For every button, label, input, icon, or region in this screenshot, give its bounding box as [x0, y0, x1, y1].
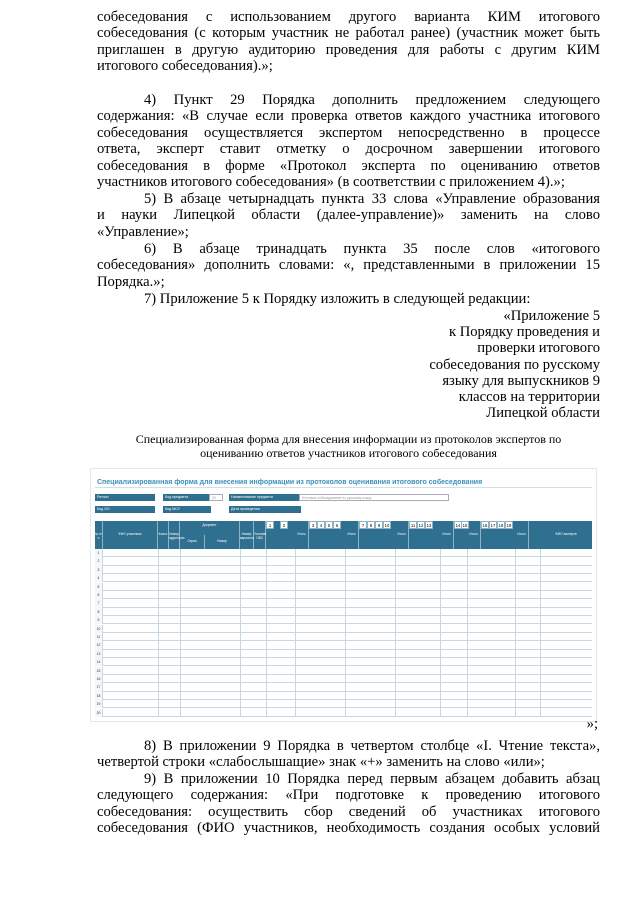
text-line: 5) В абзаце четырнадцать пункта 33 слова «Управление образования — [144, 191, 600, 207]
row-number: 10 — [95, 625, 103, 633]
paragraph-item-5 — [97, 191, 600, 240]
text-line: 4) Пункт 29 Порядка дополнить предложением следующего — [144, 92, 600, 108]
text-line: участников итогового собеседования» (в соответствии с приложением 4).»; — [97, 174, 565, 191]
row-number: 6 — [95, 591, 103, 599]
caption-line: оцениванию ответов участников итогового собеседования — [200, 446, 497, 460]
text-line: 8) В приложении 9 Порядка в четвертом столбце «I. Чтение текста», — [144, 738, 600, 754]
col-total-5: Итого — [467, 521, 481, 549]
grid-line — [240, 549, 241, 717]
grid-line — [515, 549, 516, 717]
subject-code-field — [163, 494, 211, 501]
mso-code-field: Код МСУ — [163, 506, 211, 513]
table-row[interactable] — [95, 566, 592, 574]
appendix-line: собеседования по русскому — [429, 356, 600, 373]
table-row[interactable] — [95, 625, 592, 633]
table-row[interactable] — [95, 599, 592, 607]
text-line: приглашен в другую аудиторию проведения для работы с другим КИМ — [97, 41, 600, 58]
criterion-number: 5 — [325, 521, 333, 529]
table-row[interactable] — [95, 667, 592, 675]
criterion-number: 13 — [426, 523, 432, 528]
oo-code-field: Код ОО — [95, 506, 155, 513]
text-line: собеседования» дополнить словами: «, представленными в приложении 15 — [97, 257, 600, 274]
table-row[interactable] — [95, 591, 592, 599]
criterion-number: 6 — [333, 521, 341, 529]
appendix-line: языку для выпускников 9 — [442, 372, 600, 389]
text-line: 7) Приложение 5 к Порядку изложить в следующей редакции: — [144, 291, 531, 307]
text-line: и науки Липецкой области (далее-управление)» заменить на слово — [97, 207, 600, 224]
text-line: 6) В абзаце тринадцать пункта 35 после слов «итогового — [144, 241, 600, 257]
row-number: 3 — [95, 566, 103, 574]
col-ovz: Условия ОВЗ — [254, 521, 266, 549]
appendix-line: проверки итогового — [477, 340, 600, 357]
paragraph-item-8 — [97, 738, 600, 771]
criterion-number: 14 — [455, 523, 461, 528]
row-number: 16 — [95, 675, 103, 683]
grid-line — [395, 549, 396, 717]
paragraph-item-4 — [97, 92, 600, 190]
table-row[interactable] — [95, 658, 592, 666]
row-number: 20 — [95, 709, 103, 717]
subject-name-value: Итоговое собеседование по русскому языку — [299, 494, 449, 501]
criterion-number: 2 — [280, 521, 288, 529]
text-line: «Управление»; — [97, 223, 189, 240]
appendix-line: к Порядку проведения и — [448, 324, 600, 341]
table-row[interactable] — [95, 557, 592, 565]
col-series: Серия — [180, 535, 205, 549]
col-class: Класс — [158, 521, 169, 549]
text-line: собеседования осуществляется экспертом непосредственно в процессе — [97, 124, 600, 141]
grid-line — [440, 549, 441, 717]
text-line: собеседования с использованием другого варианта КИМ итогового — [97, 9, 600, 25]
text-line: следующего содержания: «При подготовке к проведению итогового — [97, 787, 600, 804]
region-field: Регион — [95, 494, 155, 501]
grid-line — [467, 549, 468, 717]
text-line: четвертой строки «слабослышащие» знак «+» заменить на слово «или»; — [97, 754, 545, 771]
table-row[interactable] — [95, 616, 592, 624]
divider — [95, 487, 592, 488]
paragraph-item-9 — [97, 771, 600, 837]
row-number: 14 — [95, 658, 103, 666]
table-row[interactable] — [95, 683, 592, 691]
row-number: 18 — [95, 692, 103, 700]
col-doc-number: Номер — [205, 535, 240, 549]
row-number: 2 — [95, 557, 103, 565]
criterion-number: 12 — [418, 523, 424, 528]
col-total-3: Итого — [395, 521, 409, 549]
grid-line — [295, 549, 296, 717]
col-variant: Номер варианта — [240, 521, 254, 549]
paragraph-continuation — [97, 9, 600, 75]
specialized-form-image — [90, 468, 597, 722]
caption-line: Специализированная форма для внесения информации из протоколов экспертов по — [135, 432, 562, 446]
table-row[interactable] — [95, 583, 592, 591]
grid-line — [158, 549, 159, 717]
criterion-number: 9 — [375, 521, 383, 529]
row-number: 17 — [95, 683, 103, 691]
table-row[interactable] — [95, 574, 592, 582]
col-number: № п/п — [95, 521, 103, 549]
grid-line — [180, 549, 181, 717]
subject-name-field: Наименование предмета — [229, 494, 301, 501]
criterion-number: 8 — [367, 521, 375, 529]
text-line: собеседования в форме «Протокол эксперта по оцениванию ответов — [97, 157, 600, 174]
criterion-number: 18 — [498, 523, 504, 528]
row-number: 19 — [95, 700, 103, 708]
paragraph-item-6 — [97, 241, 600, 290]
grid-line — [345, 549, 346, 717]
table-row[interactable] — [95, 549, 592, 557]
criterion-number: 11 — [410, 523, 416, 528]
criterion-number: 3 — [309, 521, 317, 529]
table-row[interactable] — [95, 709, 592, 717]
table-row[interactable] — [95, 700, 592, 708]
criterion-number: 7 — [359, 521, 367, 529]
row-number: 5 — [95, 583, 103, 591]
text-line: содержания: «В случае если проверка ответов каждого участника итогового — [97, 108, 600, 125]
table-body — [95, 549, 592, 717]
table-row[interactable] — [95, 650, 592, 658]
row-number: 11 — [95, 633, 103, 641]
row-number: 13 — [95, 650, 103, 658]
text-line: собеседования: осуществить сбор сведений об участниках итогового — [97, 803, 600, 820]
table-row[interactable] — [95, 641, 592, 649]
text-line: собеседования (с которым участник не работал ранее) (участник может быть — [97, 25, 600, 42]
col-total-4: Итого — [440, 521, 454, 549]
table-row[interactable] — [95, 633, 592, 641]
col-total-1: Итого — [295, 521, 309, 549]
text-line: 9) В приложении 10 Порядка перед первым абзацем добавить абзац — [144, 771, 600, 787]
appendix-line: Липецкой области — [486, 405, 600, 422]
row-number: 12 — [95, 641, 103, 649]
row-number: 1 — [95, 549, 103, 557]
field-label: Код предмета — [165, 495, 189, 499]
row-number: 7 — [95, 599, 103, 607]
text-line: Порядка.»; — [97, 273, 165, 290]
row-number: 8 — [95, 608, 103, 616]
form-image-title: Специализированная форма для внесения информации из протоколов оценивания итогового собеседования — [97, 479, 483, 486]
appendix-header — [350, 308, 600, 421]
criterion-number: 16 — [482, 523, 488, 528]
criterion-number: 19 — [506, 523, 512, 528]
paragraph-item-7 — [97, 291, 600, 307]
text-line: итогового собеседования).»; — [97, 58, 273, 75]
subject-code-value: 20 — [209, 494, 223, 501]
row-number: 4 — [95, 574, 103, 582]
grid-line — [540, 549, 541, 717]
col-total-6: Итого — [515, 521, 529, 549]
col-fio: ФИО участника — [103, 521, 158, 549]
col-total-2: Итого — [345, 521, 359, 549]
form-caption — [97, 432, 600, 460]
col-document-label: Документ — [202, 523, 217, 527]
col-room: Номер аудитории — [169, 521, 180, 549]
criterion-number: 15 — [462, 523, 468, 528]
row-number: 15 — [95, 667, 103, 675]
closing-quote: »; — [586, 716, 598, 732]
appendix-line: классов на территории — [458, 389, 600, 406]
table-row[interactable] — [95, 675, 592, 683]
date-field: Дата проведения — [229, 506, 301, 513]
appendix-line: «Приложение 5 — [503, 308, 600, 324]
criterion-number: 4 — [317, 521, 325, 529]
row-number: 9 — [95, 616, 103, 624]
table-header — [95, 521, 592, 549]
text-line: ответа, эксперт ставит отметку о досрочном завершении итогового — [97, 141, 600, 158]
text-line: собеседования (ФИО участников, необходимость создания особых условий — [97, 820, 600, 837]
criterion-number: 10 — [384, 523, 390, 528]
col-expert-fio: ФИО эксперта — [555, 532, 577, 536]
criterion-number: 1 — [266, 521, 274, 529]
table-row[interactable] — [95, 608, 592, 616]
criterion-number: 17 — [490, 523, 496, 528]
table-row[interactable] — [95, 692, 592, 700]
grid-line — [266, 549, 267, 717]
